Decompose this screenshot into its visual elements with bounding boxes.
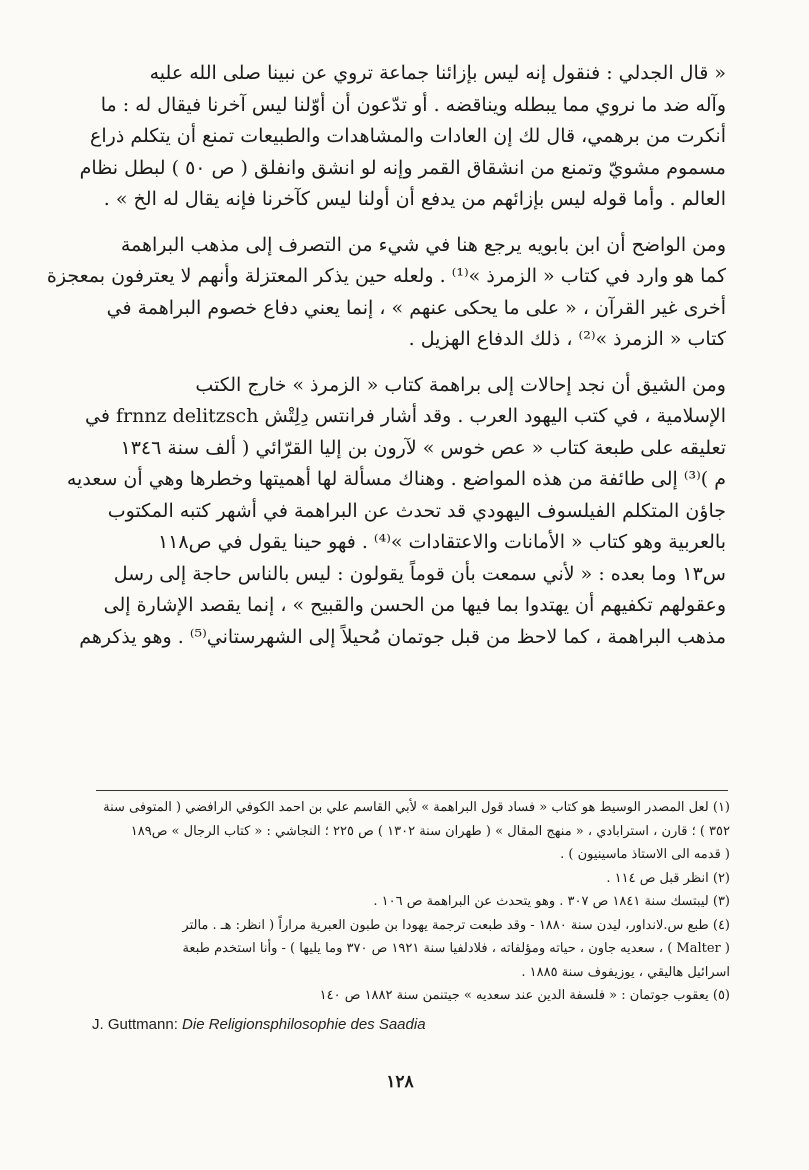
text-line: س١٣ وما بعده : « لأني سمعت بأن قوماً يقولون : ليس بالناس حاجة إلى رسل xyxy=(113,562,726,585)
text-line: كما هو وارد في كتاب « الزمرذ »⁽¹⁾ . ولعله حين يذكر المعتزلة وأنهم لا يعترفون بمعجزة xyxy=(46,265,726,287)
text-line: تعليقه على طبعة كتاب « عص خوس » لآرون بن إليا القرّائي ( ألف سنة ١٣٤٦ xyxy=(120,436,726,459)
text-line: كتاب « الزمرذ »⁽²⁾ ، ذلك الدفاع الهزيل . xyxy=(408,328,726,350)
paragraph-1 xyxy=(79,58,726,216)
footnote-line: ( Malter ) ، سعديه جاون ، حياته ومؤلفاته ، فلادلفيا سنة ١٩٢١ ص ٣٧٠ وما يليها ) - وأنا استخدم طبعة xyxy=(182,941,730,956)
text-line: جاؤن المتكلم الفيلسوف اليهودي قد تحدث عن البراهمة في أشهر كتبه المكتوب xyxy=(107,499,726,522)
main-text xyxy=(46,58,726,667)
text-line: العالم . وأما قوله ليس بإزائهم من يدفع أن أولنا ليس كآخرنا فإنه يقال له الخ » . xyxy=(103,188,726,210)
footnote-line: (٥) يعقوب جوتمان : « فلسفة الدين عند سعديه » جيتنمن سنة ١٨٨٢ ص ١٤٠ xyxy=(319,988,730,1003)
text-line: ومن الشيق أن نجد إحالات إلى براهمة كتاب « الزمرذ » خارج الكتب xyxy=(195,373,726,396)
footnote-line: (٣) ليبتسك سنة ١٨٤١ ص ٣٠٧ . وهو يتحدث عن البراهمة ص ١٠٦ . xyxy=(373,894,730,909)
reference-title: Die Religionsphilosophie des Saadia xyxy=(182,1016,426,1033)
footnote-divider xyxy=(96,790,728,791)
text-line: مسموم مشويّ وتمنع من انشقاق القمر وإنه لو انشق وانفلق ( ص ٥٠ ) لبطل نظام xyxy=(79,156,726,179)
page-number: ١٢٨ xyxy=(386,1072,414,1092)
footnote-line: (٢) انظر قبل ص ١١٤ . xyxy=(606,870,730,886)
footnote-line: (١) لعل المصدر الوسيط هو كتاب « فساد قول البراهمة » لأبي القاسم علي بن احمد الكوفي الرافضي ( المتوفى سنة xyxy=(103,800,730,815)
paragraph-3 xyxy=(66,370,726,654)
text-line: وآله ضد ما نروي مما يبطله ويناقضه . أو تدّعون أن أوّلنا ليس آخرنا فيقال له : ما xyxy=(100,93,726,116)
footnote-line: اسرائيل هاليقي ، يوزيفوف سنة ١٨٨٥ . xyxy=(521,964,730,980)
latin-reference xyxy=(92,1016,426,1033)
text-line: وعقولهم تكفيهم أن يهتدوا بما فيها من الحسن والقبيح » ، إنما يقصد الإشارة إلى xyxy=(103,594,726,616)
text-line: « قال الجدلي : فنقول إنه ليس بإزائنا جماعة تروي عن نبينا صلى الله عليه xyxy=(149,62,726,84)
text-line: ومن الواضح أن ابن بابويه يرجع هنا في شيء من التصرف إلى مذهب البراهمة xyxy=(120,233,726,256)
footnote-line: ( قدمه الى الاستاذ ماسينيون ) . xyxy=(560,847,730,862)
paragraph-2 xyxy=(46,230,726,356)
text-line: مذهب البراهمة ، كما لاحظ من قبل جوتمان مُحيلاً إلى الشهرستاني⁽⁵⁾ . وهو يذكرهم xyxy=(79,625,726,648)
footnote-line: ٣٥٢ ) ؛ قارن ، استرابادي ، « منهج المقال » ( طهران سنة ١٣٠٢ ) ص ٢٢٥ ؛ النجاشي : « كتاب الرجال » ص١٨٩ xyxy=(130,823,730,839)
text-line: أخرى غير القرآن ، « على ما يحكى عنهم » ، إنما يعني دفاع خصوم البراهمة في xyxy=(106,296,726,319)
footnote-line: (٤) طبع س.لانداور، ليدن سنة ١٨٨٠ - وقد طبعت ترجمة يهودا بن طبون العبرية مراراً ( انظر: هـ . مالتر xyxy=(182,917,730,933)
reference-author: J. Guttmann: xyxy=(92,1016,183,1033)
text-line: م )⁽³⁾ إلى طائفة من هذه المواضع . وهناك مسألة لها أهميتها وخطرها وهي أن سعديه xyxy=(66,468,726,490)
text-line: الإسلامية ، في كتب اليهود العرب . وقد أشار فرانتس دِلِتْش frnnz delitzsch في xyxy=(84,405,726,427)
text-line: أنكرت من برهمي، قال لك إن العادات والمشاهدات والطبيعات تمنع أن يتكلم ذراع xyxy=(90,125,726,147)
footnotes xyxy=(96,796,730,1008)
text-line: بالعربية وهو كتاب « الأمانات والاعتقادات »⁽⁴⁾ . فهو حينا يقول في ص١١٨ xyxy=(157,531,726,553)
